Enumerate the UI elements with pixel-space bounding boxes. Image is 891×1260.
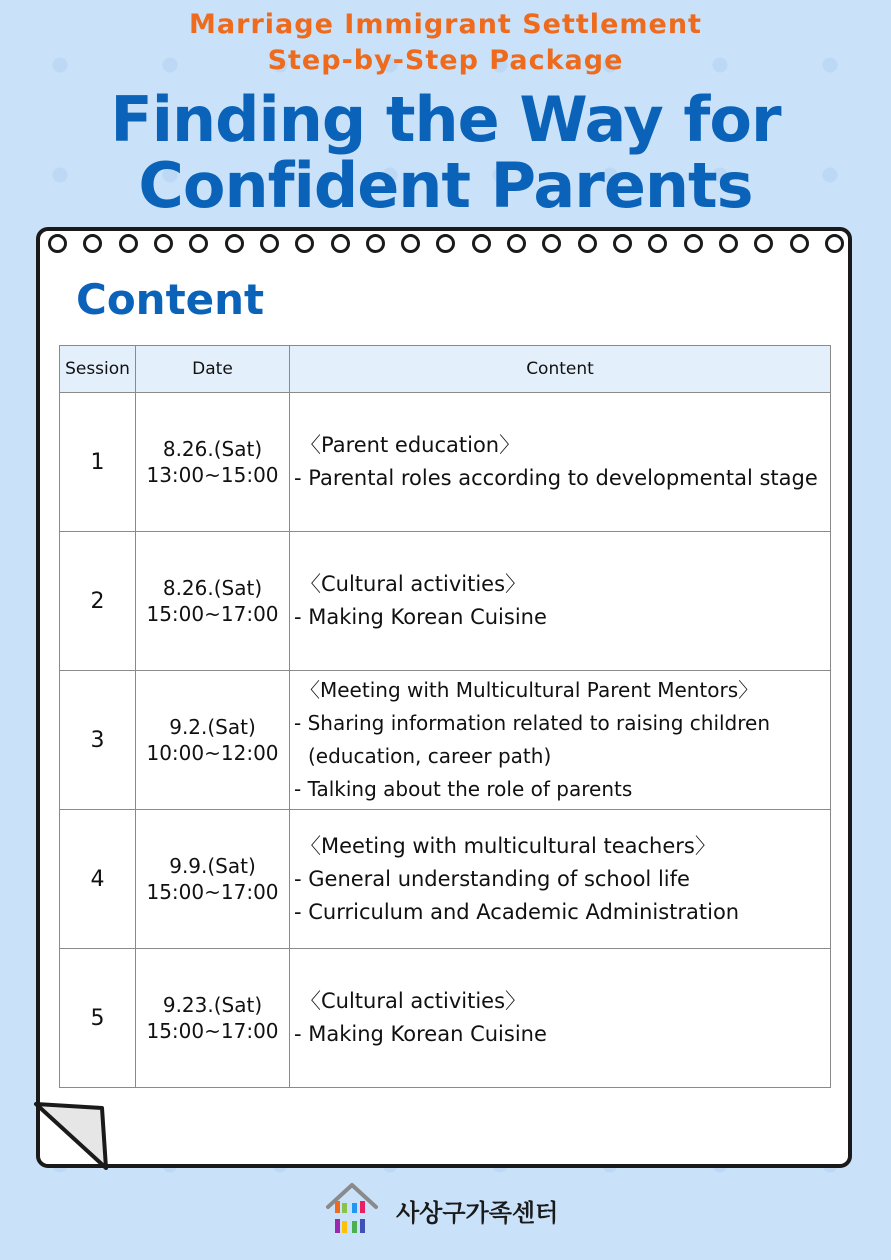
content-line: - Talking about the role of parents [294,777,633,801]
session-content [290,393,831,532]
session-content [290,532,831,671]
family-center-logo-icon [322,1181,382,1239]
spiral-ring [225,234,244,253]
session-content [290,810,831,949]
spiral-ring [684,234,703,253]
spiral-ring [83,234,102,253]
spiral-ring [366,234,385,253]
table-row [60,810,831,949]
header-title-line2: Confident Parents [138,149,753,222]
spiral-ring [719,234,738,253]
session-time: 13:00~15:00 [146,463,279,487]
table-header-row [60,346,831,393]
table-row [60,393,831,532]
table-row [60,532,831,671]
header-session: Session [60,346,136,393]
session-number: 3 [60,671,136,810]
spiral-ring [119,234,138,253]
spiral-ring [189,234,208,253]
section-title: Content [76,275,265,324]
header-subtitle-line2: Step-by-Step Package [267,45,624,76]
spiral-ring [401,234,420,253]
header-subtitle-line1: Marriage Immigrant Settlement [189,9,702,40]
session-date-cell [136,949,290,1088]
spiral-binding [48,230,844,256]
spiral-ring [154,234,173,253]
session-number: 5 [60,949,136,1088]
session-date: 8.26.(Sat) [162,576,263,600]
schedule-table [59,345,831,1088]
content-line: - Making Korean Cuisine [294,605,547,629]
session-number: 4 [60,810,136,949]
header-date: Date [136,346,290,393]
content-line: 〈Cultural activities〉 [300,572,527,596]
spiral-ring [825,234,844,253]
org-name: 사상구가족센터 [396,1198,559,1227]
content-line: (education, career path) [308,744,552,768]
spiral-ring [295,234,314,253]
session-date: 9.9.(Sat) [169,854,256,878]
spiral-ring [754,234,773,253]
content-line: 〈Meeting with multicultural teachers〉 [300,833,716,858]
page-curl-icon [32,1100,112,1172]
session-date-cell [136,671,290,810]
session-time: 15:00~17:00 [146,1019,279,1043]
header-content: Content [290,346,831,393]
spiral-ring [331,234,350,253]
session-time: 15:00~17:00 [146,880,279,904]
session-number: 1 [60,393,136,532]
content-line: 〈Meeting with Multicultural Parent Mentors〉 [300,678,759,702]
table-row [60,949,831,1088]
content-line: 〈Parent education〉 [300,433,521,457]
session-date: 9.2.(Sat) [169,715,256,739]
session-date-cell [136,810,290,949]
session-date: 8.26.(Sat) [162,437,263,461]
content-line: - Making Korean Cuisine [294,1022,547,1046]
spiral-ring [260,234,279,253]
content-line: - Curriculum and Academic Administration [294,899,740,924]
session-date: 9.23.(Sat) [162,993,263,1017]
content-line: 〈Cultural activities〉 [300,989,527,1013]
session-date-cell [136,532,290,671]
session-content [290,949,831,1088]
session-number: 2 [60,532,136,671]
session-time: 10:00~12:00 [146,741,279,765]
footer [322,1180,558,1240]
spiral-ring [436,234,455,253]
header-title-line1: Finding the Way for [110,83,781,156]
spiral-ring [48,234,67,253]
spiral-ring [648,234,667,253]
content-line: - Sharing information related to raising children [294,711,771,735]
spiral-ring [613,234,632,253]
content-line: - General understanding of school life [294,866,690,891]
content-line: - Parental roles according to developmental stage [294,466,818,490]
spiral-ring [542,234,561,253]
session-date-cell [136,393,290,532]
table-row [60,671,831,810]
spiral-ring [507,234,526,253]
spiral-ring [790,234,809,253]
spiral-ring [578,234,597,253]
spiral-ring [472,234,491,253]
session-content [290,671,831,810]
session-time: 15:00~17:00 [146,602,279,626]
